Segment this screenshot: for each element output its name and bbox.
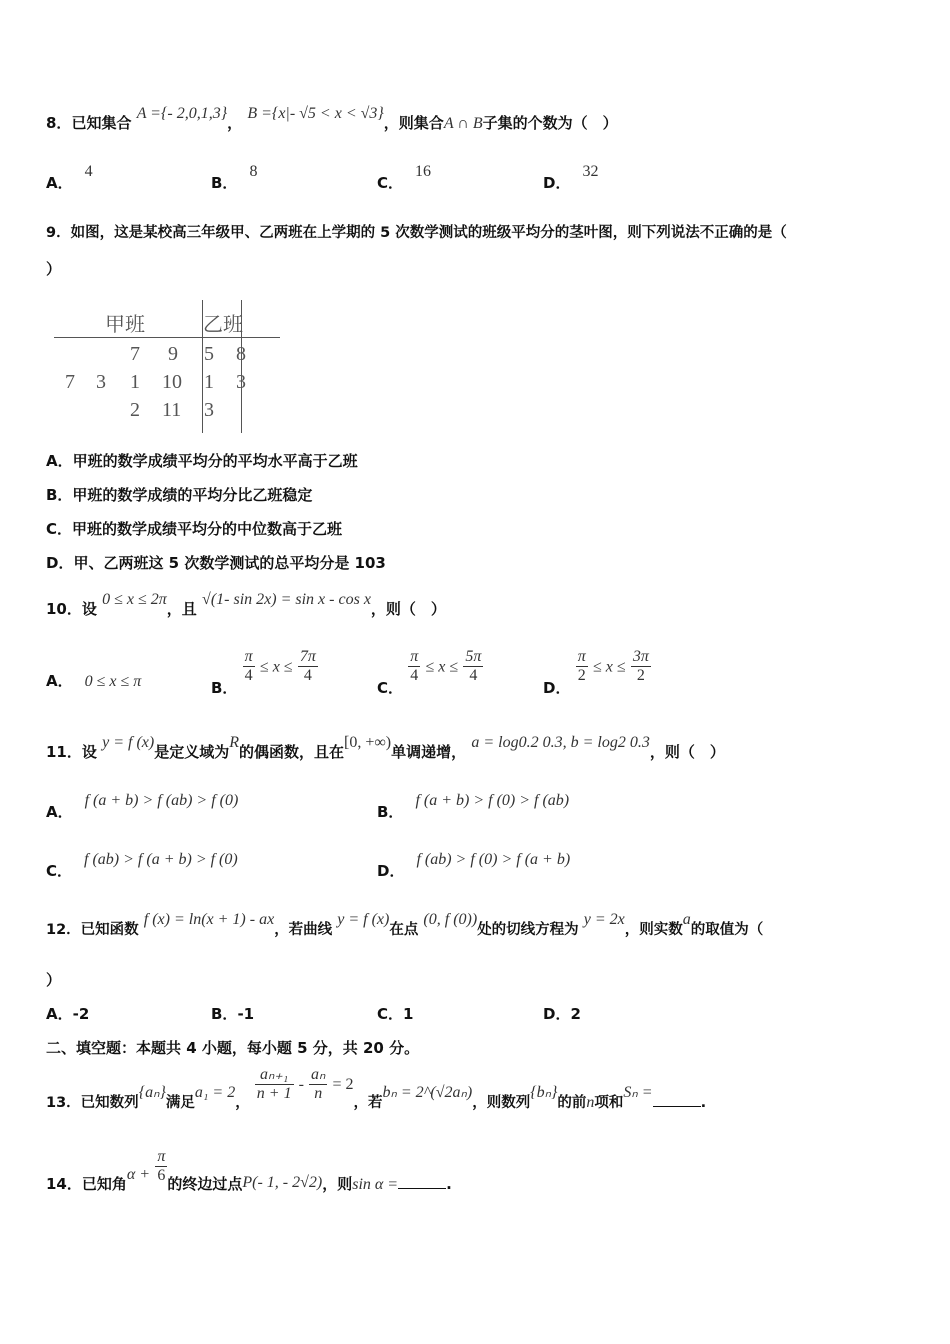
q13-eq: = 2: [332, 1075, 354, 1093]
q12-mid4: ，则实数: [624, 922, 683, 938]
option-label: D．: [543, 1005, 571, 1023]
relation: ≤ x ≤: [592, 658, 626, 676]
q14-sin: sin α =: [352, 1176, 399, 1194]
q8-option-b: [211, 163, 258, 193]
option-label: C．: [46, 862, 73, 880]
leaf: 7: [65, 371, 75, 393]
fraction: $\frac{\pi}{4}$: [410, 648, 419, 685]
q8-post: 子集的个数为（ ）: [482, 114, 618, 132]
leaf: 8: [236, 343, 246, 365]
q10-option-b: [211, 648, 318, 698]
q11-mid2: 的偶函数，且在: [239, 743, 345, 761]
question-14: [46, 1148, 452, 1194]
option-label: B．: [211, 679, 238, 698]
fraction: $\frac{5\pi}{4}$: [465, 648, 482, 685]
q10-number: 10．设: [46, 600, 97, 618]
q8-set-a: A ={- 2,0,1,3}: [136, 105, 228, 122]
q14-alpha: α +: [126, 1166, 151, 1184]
option-value: 0 ≤ x ≤ π: [84, 673, 142, 690]
leaf: 5: [204, 343, 214, 365]
q8-expr: A ∩ B: [443, 115, 483, 132]
option-label: B．: [377, 803, 404, 821]
left-header: 甲班: [105, 314, 145, 336]
section-2-heading: 二、填空题：本题共 4 小题，每小题 5 分，共 20 分。: [46, 1039, 420, 1057]
q14-point: P(- 1, - 2√2): [242, 1174, 323, 1192]
q9-line2: ）: [46, 260, 62, 278]
q12-option-d: [543, 1003, 581, 1024]
answer-blank: [398, 1176, 446, 1189]
stem: 9: [168, 343, 178, 365]
fraction: $\frac{\pi}{6}$: [157, 1148, 166, 1185]
q13-n: n: [586, 1093, 595, 1111]
option-label: C．: [377, 174, 404, 192]
q12-post: 的取值为（: [690, 922, 764, 938]
option-value: 16: [415, 163, 432, 180]
q10-equation: √(1- sin 2x) = sin x - cos x: [202, 591, 371, 608]
q11-number: 11．设: [46, 743, 97, 761]
q10-condition: 0 ≤ x ≤ 2π: [102, 591, 167, 608]
relation: ≤ x ≤: [425, 658, 459, 676]
q12-number: 12．已知函数: [46, 922, 139, 938]
q14-mid2: ，则: [322, 1175, 353, 1194]
leaf: 7: [130, 343, 140, 365]
question-10: [46, 591, 446, 619]
q8-mid: ，则集合: [383, 114, 444, 132]
q14-mid1: 的终边过点: [167, 1175, 243, 1194]
stem: 10: [162, 371, 182, 393]
option-value: 2: [570, 1005, 581, 1023]
q12-curve: y = f (x): [337, 911, 390, 928]
q13-mid5: 项和: [594, 1094, 624, 1111]
q10-option-a: [46, 670, 141, 691]
header-divider: [54, 337, 280, 338]
q8-option-d: [543, 163, 599, 193]
option-value: -2: [72, 1005, 90, 1023]
q11-option-c: [46, 851, 238, 881]
q12-option-b: [211, 1003, 254, 1024]
q9-line1: 9．如图，这是某校高三年级甲、乙两班在上学期的 5 次数学测试的班级平均分的茎叶图，则下列说法不正确的是（: [46, 225, 787, 241]
q9-option-a: A．甲班的数学成绩平均分的平均水平高于乙班: [46, 452, 358, 470]
option-label: A．: [46, 803, 73, 821]
q13-comma: ，: [235, 1094, 250, 1111]
option-label: C．: [377, 1005, 404, 1023]
option-label: D．: [543, 174, 571, 192]
q13-mid1: 满足: [165, 1094, 195, 1111]
q12-point: (0, f (0)): [423, 911, 478, 928]
option-value: 1: [403, 1005, 414, 1023]
q11-mid3: 单调递增，: [391, 743, 467, 761]
q12-option-a: [46, 1003, 89, 1024]
option-label: C．: [377, 679, 404, 698]
question-13: [46, 1066, 707, 1111]
q13-sn: Sₙ =: [623, 1083, 653, 1101]
q11-R: R: [229, 734, 240, 751]
q13-post: .: [700, 1094, 707, 1111]
q10-mid: ，且: [166, 600, 197, 618]
fraction: $\frac{\text{aₙ}}{n}$: [311, 1066, 326, 1103]
fraction: $\frac{\text{aₙ₊₁}}{n + 1}$: [256, 1066, 292, 1103]
q12-mid2: 在点: [389, 922, 419, 938]
option-value: f (a + b) > f (0) > f (ab): [415, 792, 570, 809]
q11-mid1: 是定义域为: [154, 743, 230, 761]
minus: -: [298, 1075, 304, 1093]
q12-tangent: y = 2x: [583, 911, 625, 928]
q11-ab: a = log0.2 0.3, b = log2 0.3: [471, 734, 650, 751]
q11-option-d: [377, 851, 571, 881]
option-value: 32: [582, 163, 599, 180]
q12-mid1: ，若曲线: [274, 922, 333, 938]
option-value: 8: [249, 163, 258, 180]
q12-function: f (x) = ln(x + 1) - ax: [143, 911, 275, 928]
q8-prefix: 已知集合: [71, 114, 132, 132]
q13-mid3: ，则数列: [472, 1094, 531, 1111]
stem-divider-right: [241, 300, 242, 433]
option-label: D．: [543, 679, 571, 698]
leaf: 3: [96, 371, 106, 393]
q12-a: a: [682, 911, 691, 928]
fraction: $\frac{\pi}{4}$: [244, 648, 253, 685]
q8-option-c: [377, 163, 432, 193]
q14-number: 14．已知角: [46, 1175, 127, 1194]
q10-option-c: [377, 648, 483, 698]
option-value: 4: [84, 163, 93, 180]
q13-seq-a: {aₙ}: [138, 1083, 166, 1101]
q12-option-c: [377, 1003, 413, 1024]
q12-line2: ）: [46, 971, 62, 989]
q8-set-b: B ={x|- √5 < x < √3}: [247, 105, 384, 122]
q11-option-b: [377, 792, 570, 822]
q13-mid2: ，若: [353, 1094, 383, 1111]
q8-number: 8．: [46, 114, 72, 132]
q11-function: y = f (x): [102, 734, 155, 751]
leaf: 1: [204, 371, 214, 393]
q13-bn: bₙ = 2^(√2aₙ): [382, 1083, 473, 1101]
q8-option-a: [46, 163, 93, 193]
question-11: [46, 734, 725, 762]
leaf: 2: [130, 399, 140, 421]
q14-post: .: [446, 1175, 452, 1194]
q13-mid4: 的前: [557, 1094, 587, 1111]
q11-option-a: [46, 792, 239, 822]
leaf: 3: [204, 399, 214, 421]
relation: ≤ x ≤: [259, 658, 293, 676]
q12-mid3: 处的切线方程为: [477, 922, 579, 938]
option-label: A．: [46, 1005, 73, 1023]
option-label: D．: [377, 862, 405, 880]
q11-interval: [0, +∞): [344, 734, 392, 751]
leaf: 3: [236, 371, 246, 393]
fraction: $\frac{\pi}{2}$: [577, 648, 586, 685]
option-label: B．: [211, 1005, 238, 1023]
q13-number: 13．已知数列: [46, 1094, 139, 1111]
q10-option-d: [543, 648, 651, 698]
stem-leaf-plot: [50, 300, 285, 435]
q10-post: ，则（ ）: [370, 600, 446, 618]
fraction: $\frac{7\pi}{4}$: [299, 648, 316, 685]
right-header: 乙班: [203, 314, 243, 336]
option-label: A．: [46, 174, 73, 192]
q11-post: ，则（ ）: [649, 743, 725, 761]
option-label: B．: [211, 174, 238, 192]
stem: 11: [162, 399, 182, 421]
option-value: -1: [237, 1005, 255, 1023]
q13-a1: a₁ = 2: [194, 1083, 236, 1101]
leaf: 1: [130, 371, 140, 393]
q9-option-d: D．甲、乙两班这 5 次数学测试的总平均分是 103: [46, 554, 386, 572]
option-label: A．: [46, 672, 73, 690]
q13-seq-b: {bₙ}: [530, 1083, 558, 1101]
q9-option-b: B．甲班的数学成绩的平均分比乙班稳定: [46, 486, 313, 504]
fraction: $\frac{3\pi}{2}$: [632, 648, 649, 685]
answer-blank: [653, 1094, 701, 1107]
option-value: f (ab) > f (a + b) > f (0): [84, 851, 238, 868]
option-value: f (ab) > f (0) > f (a + b): [416, 851, 571, 868]
stem-divider-left: [202, 300, 203, 433]
q8-comma: ，: [227, 114, 243, 132]
q9-option-c: C．甲班的数学成绩平均分的中位数高于乙班: [46, 520, 343, 538]
option-value: f (a + b) > f (ab) > f (0): [84, 792, 239, 809]
question-8: [46, 105, 618, 133]
question-12: [46, 911, 764, 939]
